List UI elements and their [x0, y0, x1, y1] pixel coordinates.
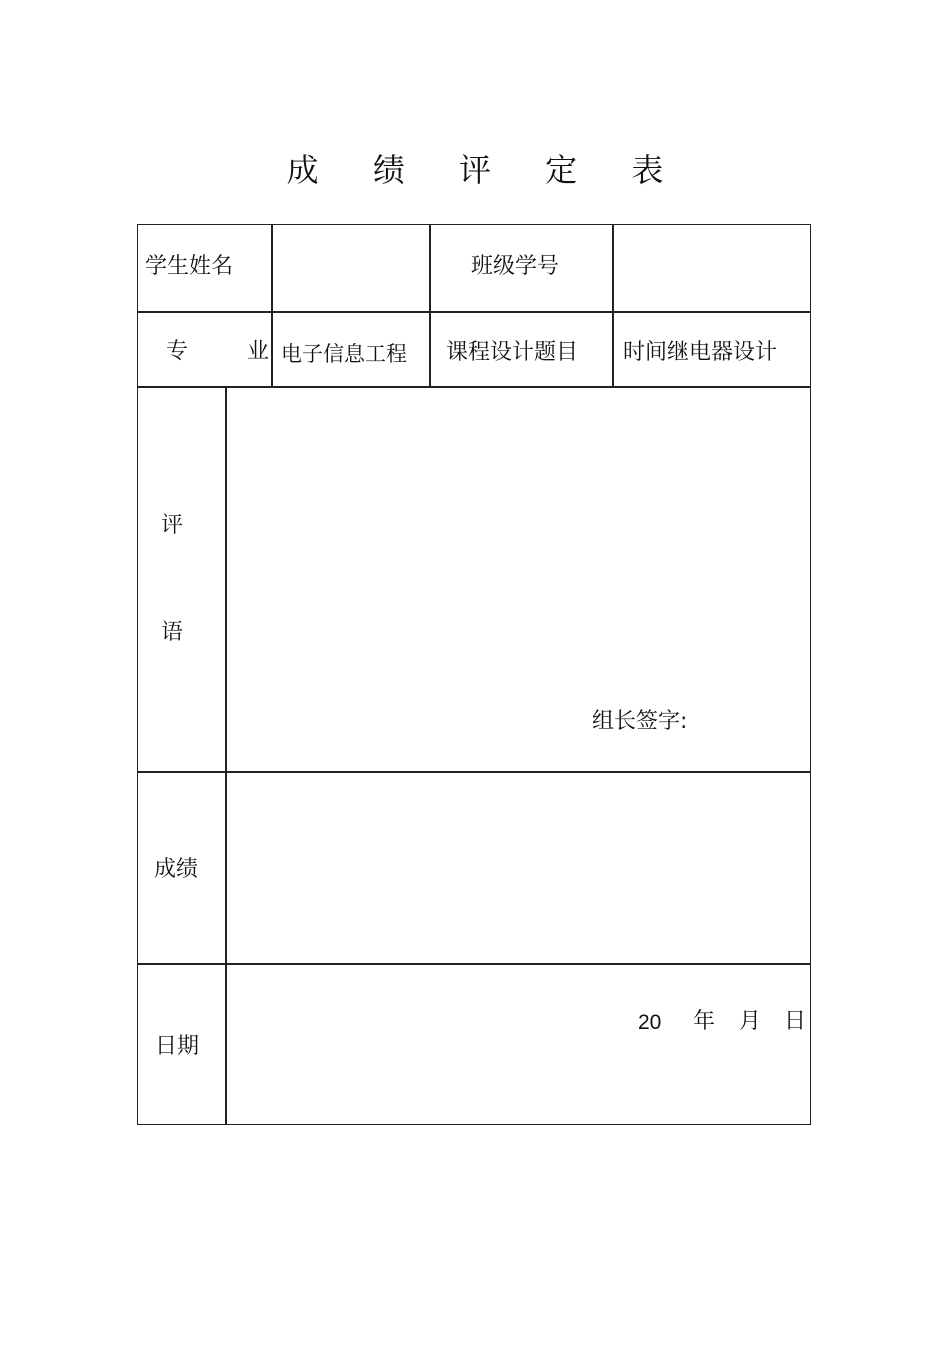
date-year-unit: 年	[693, 1009, 716, 1034]
page-title: 成 绩 评 定 表	[286, 151, 686, 189]
column-divider	[225, 386, 227, 1124]
date-day-unit: 日	[784, 1009, 807, 1034]
column-divider	[612, 225, 614, 386]
course-topic-label: 课程设计题目	[446, 340, 579, 365]
row-divider	[138, 963, 810, 965]
grade-label: 成绩	[154, 857, 199, 882]
student-name-label: 学生姓名	[145, 254, 234, 279]
column-divider	[429, 225, 431, 386]
grade-assessment-table	[137, 224, 811, 1125]
major-value: 电子信息工程	[281, 342, 407, 366]
date-label: 日期	[155, 1034, 200, 1059]
major-label: 专 业	[166, 339, 295, 364]
grade-field[interactable]	[228, 774, 808, 961]
leader-signature-label: 组长签字:	[592, 709, 688, 734]
date-year-prefix: 20	[638, 1011, 662, 1034]
row-divider	[138, 386, 810, 388]
comments-label-char-2: 语	[161, 620, 184, 645]
course-topic-value: 时间继电器设计	[623, 340, 778, 365]
student-name-field[interactable]	[274, 227, 427, 309]
row-divider	[138, 311, 810, 313]
class-id-label: 班级学号	[471, 254, 560, 279]
comments-label-char-1: 评	[161, 513, 184, 538]
date-month-unit: 月	[739, 1009, 762, 1034]
row-divider	[138, 771, 810, 773]
class-id-field[interactable]	[615, 227, 808, 309]
comments-area[interactable]	[228, 389, 808, 689]
